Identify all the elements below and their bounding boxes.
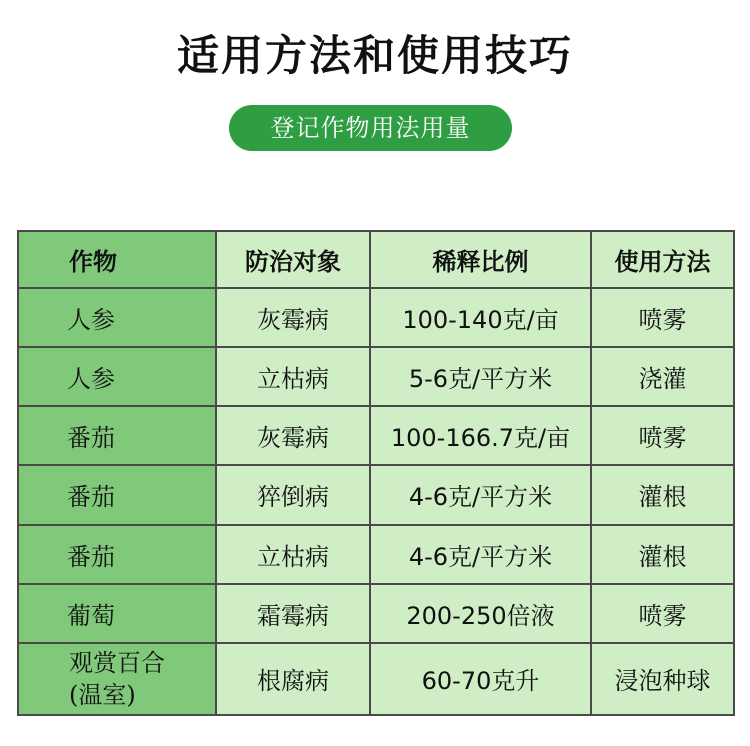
cell-ratio: 200-250倍液	[370, 584, 591, 643]
cell-method: 喷雾	[591, 288, 734, 347]
table-row	[18, 347, 734, 406]
header-method: 使用方法	[591, 231, 734, 288]
header-crop: 作物	[18, 231, 216, 288]
table-row	[18, 643, 734, 715]
header-target: 防治对象	[216, 231, 370, 288]
cell-target: 猝倒病	[216, 465, 370, 524]
usage-table	[17, 230, 735, 716]
table-header-row	[18, 231, 734, 288]
cell-ratio: 5-6克/平方米	[370, 347, 591, 406]
cell-crop: 葡萄	[18, 584, 216, 643]
cell-target: 根腐病	[216, 643, 370, 715]
cell-method: 灌根	[591, 525, 734, 584]
cell-ratio: 100-140克/亩	[370, 288, 591, 347]
table-row	[18, 525, 734, 584]
cell-method: 喷雾	[591, 584, 734, 643]
table-row	[18, 288, 734, 347]
cell-crop-line1: 观赏百合	[69, 648, 165, 677]
cell-target: 灰霉病	[216, 288, 370, 347]
cell-target: 霜霉病	[216, 584, 370, 643]
table-row	[18, 584, 734, 643]
cell-crop: 番茄	[18, 525, 216, 584]
cell-crop	[18, 643, 216, 715]
cell-ratio: 100-166.7克/亩	[370, 406, 591, 465]
cell-ratio: 60-70克升	[370, 643, 591, 715]
cell-crop-line2: (温室)	[69, 680, 136, 709]
cell-ratio: 4-6克/平方米	[370, 525, 591, 584]
table-row	[18, 465, 734, 524]
cell-method: 浸泡种球	[591, 643, 734, 715]
cell-target: 立枯病	[216, 525, 370, 584]
cell-crop: 番茄	[18, 465, 216, 524]
cell-method: 喷雾	[591, 406, 734, 465]
cell-method: 灌根	[591, 465, 734, 524]
page-title: 适用方法和使用技巧	[176, 31, 573, 80]
cell-method: 浇灌	[591, 347, 734, 406]
header-ratio: 稀释比例	[370, 231, 591, 288]
cell-crop: 人参	[18, 288, 216, 347]
table-row	[18, 406, 734, 465]
section-badge: 登记作物用法用量	[229, 105, 512, 151]
cell-target: 灰霉病	[216, 406, 370, 465]
cell-crop: 番茄	[18, 406, 216, 465]
cell-crop: 人参	[18, 347, 216, 406]
cell-target: 立枯病	[216, 347, 370, 406]
cell-ratio: 4-6克/平方米	[370, 465, 591, 524]
